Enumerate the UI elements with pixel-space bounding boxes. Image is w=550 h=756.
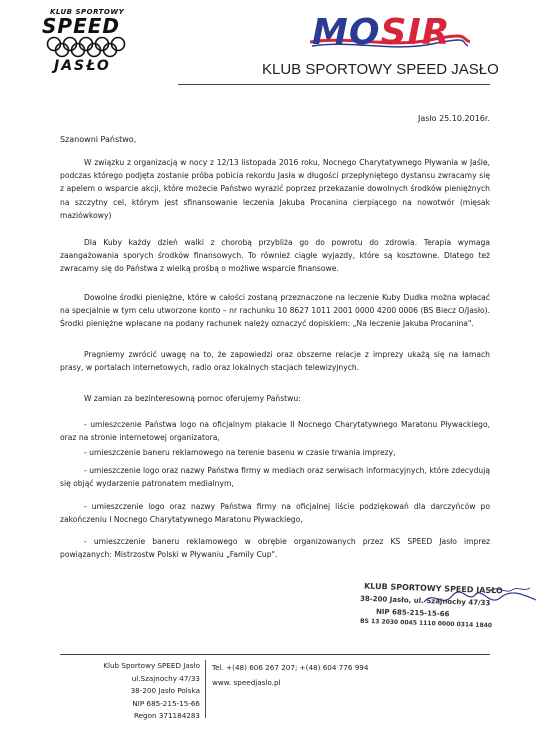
paragraph: Pragniemy zwrócić uwagę na to, że zapowiedzi oraz obszerne relacje z imprezy ukażą się na łamach prasy, w portalach internetowych, radio oraz lokalnych stacjach telewizyjnych.: [60, 350, 490, 373]
stamp-line3: NIP 685-215-15-66: [375, 607, 450, 619]
paragraph: W związku z organizacją w nocy z 12/13 listopada 2016 roku, Nocnego Charytatywnego Pływania w Jaśle, podczas którego podjęta zostanie próba pobicia rekordu Jasła w długości przepłyniętego dystansu zwracamy się z apelem o wsparcie akcji, które możecie Państwo wyrazić poprzez przekazanie dowolnych środków pieniężnych na szczytny cel, którym jest sfinansowanie leczenia Jakuba Procanina cierpiącego na nowotwór (mięsak maziówkowy): [60, 158, 490, 220]
stamp-line2: 38-200 Jasło, ul. Szajnochy 47/33: [359, 594, 491, 608]
stamp-line1: KLUB SPORTOWY SPEED JASŁO: [363, 581, 503, 596]
mosir-logo: [312, 10, 472, 53]
club-speed-logo: [40, 8, 140, 76]
list-item: - umieszczenie logo oraz nazwy Państwa firmy na oficjalnej liście podziękowań dla darczyńców po zakończeniu I Nocnego Charytatywnego Maratonu Pływackiego,: [60, 502, 490, 525]
club-logo-line2: SPEED: [42, 14, 120, 38]
letter-date: Jasło 25.10.2016r.: [417, 114, 490, 123]
club-title: KLUB SPORTOWY SPEED JASŁO: [262, 61, 499, 78]
club-stamp: [359, 581, 535, 644]
list-item: - umieszczenie baneru reklamowego na terenie basenu w czasie trwania imprezy,: [84, 448, 396, 457]
mosir-logo-mo: MO: [312, 12, 381, 53]
stamp-line4: BS 13 2030 0045 1110 0000 0314 1840: [359, 617, 493, 630]
list-item: - umieszczenie baneru reklamowego w obrębie organizowanych przez KS SPEED Jasło imprez powiązanych: Mistrzostw Polski w Pływaniu „Family Cup".: [60, 537, 490, 560]
olympic-rings-icon: [42, 36, 138, 58]
footer-street: ul.Szajnochy 47/33: [131, 673, 200, 683]
footer-divider: [60, 654, 490, 655]
paragraph: W zamian za bezinteresowną pomoc oferujemy Państwu:: [84, 394, 301, 403]
signature-icon: [420, 584, 540, 614]
footer-vertical-divider: [205, 660, 206, 718]
list-item: - umieszczenie logo oraz nazwy Państwa firmy w mediach oraz serwisach informacyjnych, które zdecydują się objąć wydarzenie patronatem medialnym,: [60, 466, 490, 489]
footer-website: www. speedjaslo.pl: [212, 678, 281, 687]
paragraph: Dowolne środki pieniężne, które w całości zostaną przeznaczone na leczenie Kuby Dudka można wpłacać na specjalnie w tym celu utworzone konto – nr rachunku 10 8627 1011 2001 0000 4200 0006 (BS Biecz O/Jasło). Środki pieniężne wpłacane na podany rachunek należy oznaczyć dopiskiem: „Na leczenie Jakuba Procanina".: [60, 293, 490, 329]
footer-club-name: Klub Sportowy SPEED Jasło: [103, 661, 200, 670]
footer-city: 38-200 Jasło Polska: [130, 686, 200, 695]
footer-contact: [212, 660, 472, 690]
header-divider: [178, 84, 490, 85]
footer-address: [60, 660, 200, 723]
letter-greeting: Szanowni Państwo,: [60, 135, 137, 144]
club-logo-line3: JASŁO: [54, 58, 111, 74]
mosir-logo-sir: SIR: [380, 12, 451, 53]
footer-nip: NIP 685-215-15-66: [132, 698, 200, 708]
footer-phone: Tel. +(48) 606 267 207; +(48) 604 776 994: [212, 663, 369, 672]
footer-regon: Regon 371184283: [133, 711, 200, 720]
club-logo-line1: KLUB SPORTOWY: [50, 8, 125, 16]
list-item: - umieszczenie Państwa logo na oficjalnym plakacie II Nocnego Charytatywnego Maratonu Pływackiego, oraz na stronie internetowej organizatora,: [60, 420, 490, 443]
paragraph: Dla Kuby każdy dzień walki z chorobą przybliża go do powrotu do zdrowia. Terapia wymaga zaangażowania sporych środków finansowych. To również ciągłe wyjazdy, które są kosztowne. Dlatego też zwracamy się do Państwa z wielką prośbą o możliwe wsparcie finansowe.: [60, 238, 490, 274]
